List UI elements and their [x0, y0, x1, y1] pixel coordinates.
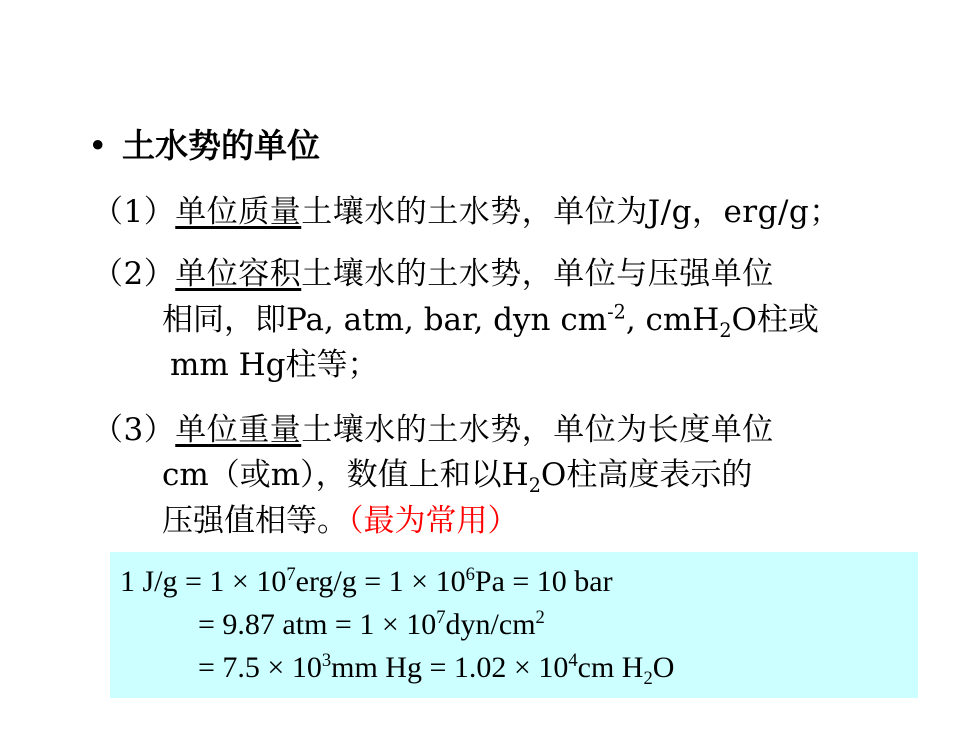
list-item-1: [92, 190, 841, 234]
section-heading: [88, 120, 320, 167]
item-number: （3）: [92, 412, 176, 448]
superscript: 3: [321, 650, 332, 671]
item-text: 土壤水的土水势，单位为J/g，erg/g；: [301, 194, 841, 230]
item-text: 土壤水的土水势，单位为长度单位: [301, 412, 774, 448]
list-item-2: [92, 252, 774, 296]
list-item-2-line-2: [162, 298, 819, 342]
subscript: 2: [643, 668, 653, 689]
list-item-3-line-3: [162, 499, 519, 543]
superscript: -2: [607, 300, 626, 324]
conversion-box: [110, 552, 918, 698]
list-item-3-line-2: [162, 453, 752, 497]
text-run: Pa = 10 bar: [474, 565, 613, 598]
text-run: = 7.5 × 10: [198, 651, 322, 684]
text-run: 1 J/g = 1 × 10: [120, 565, 287, 598]
conversion-line-1: [120, 562, 613, 602]
subscript: 2: [528, 474, 541, 498]
conversion-line-2: [198, 605, 545, 645]
list-item-2-line-3: mm Hg柱等；: [170, 347, 379, 383]
highlight-note: （最为常用）: [348, 503, 519, 539]
text-run: dyn/cm: [445, 608, 536, 641]
text-run: mm Hg = 1.02 × 10: [331, 651, 569, 684]
text-run: 相同，即Pa, atm, bar, dyn cm: [162, 302, 608, 338]
bullet-icon: •: [88, 126, 108, 165]
underlined-term: 单位容积: [175, 256, 302, 292]
item-number: （1）: [92, 194, 176, 230]
item-text: 土壤水的土水势，单位与压强单位: [301, 256, 774, 292]
superscript: 7: [286, 564, 296, 585]
text-run: , cmH: [625, 302, 720, 338]
superscript: 7: [436, 607, 446, 628]
superscript: 6: [465, 564, 475, 585]
superscript: 4: [568, 650, 578, 671]
text-run: O柱或: [731, 302, 819, 338]
underlined-term: 单位质量: [175, 194, 302, 230]
text-run: 压强值相等。: [162, 503, 348, 539]
list-item-3: [92, 408, 774, 452]
text-run: O柱高度表示的: [540, 457, 753, 493]
text-run: cm（或m），数值上和以H: [162, 457, 529, 493]
underlined-term: 单位重量: [175, 412, 302, 448]
text-run: erg/g = 1 × 10: [295, 565, 466, 598]
item-number: （2）: [92, 256, 176, 292]
heading-text: 土水势的单位: [122, 126, 320, 165]
conversion-line-3: [198, 648, 674, 688]
text-run: = 9.87 atm = 1 × 10: [198, 608, 437, 641]
superscript: 2: [535, 607, 545, 628]
subscript: 2: [719, 319, 732, 343]
text-run: O: [652, 651, 675, 684]
text-run: cm H: [577, 651, 644, 684]
